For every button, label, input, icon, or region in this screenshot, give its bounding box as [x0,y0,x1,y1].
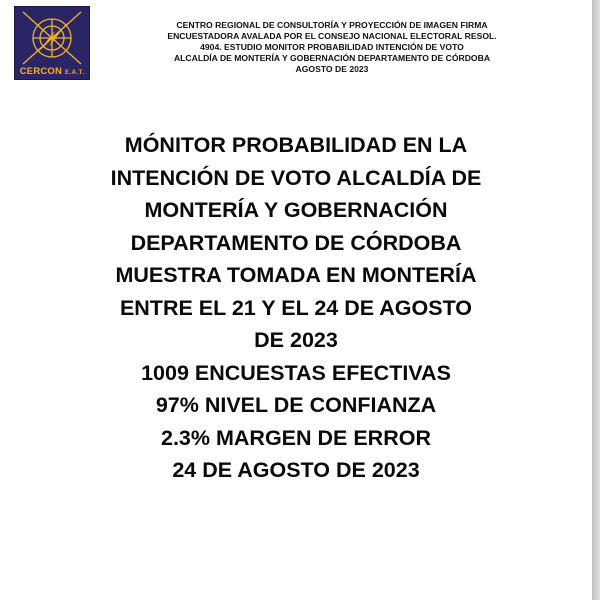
survey-count-line: 1009 ENCUESTAS EFECTIVAS [141,360,451,385]
header-text [112,20,552,75]
title-line: INTENCIÓN DE VOTO ALCALDÍA DE [110,165,482,190]
logo-suffix: E.A.T. [64,70,85,76]
cercon-logo [14,6,90,80]
header-line: 4904. ESTUDIO MONITOR PROBABILIDAD INTENCIÓN DE VOTO [200,42,464,52]
logo-wordmark [15,66,89,77]
title-line: DE 2023 [254,328,338,352]
title-line: DEPARTAMENTO DE CÓRDOBA [130,230,462,255]
main-title [40,129,552,487]
date-line: 24 DE AGOSTO DE 2023 [172,458,420,482]
confidence-level-line: 97% NIVEL DE CONFIANZA [155,393,437,417]
header-line: ENCUESTADORA AVALADA POR EL CONSEJO NACIONAL ELECTORAL RESOL. [167,31,497,41]
margin-of-error-line: 2.3% MARGEN DE ERROR [161,425,431,450]
title-line: ENTRE EL 21 Y EL 24 DE AGOSTO [119,295,473,320]
logo-brand: CERCON [19,66,63,77]
edge-strip [592,0,600,600]
header-line: ALCALDÍA DE MONTERÍA Y GOBERNACIÓN DEPARTAMENTO DE CÓRDOBA [173,53,491,63]
title-line: MÓNITOR PROBABILIDAD EN LA [124,133,468,157]
title-line: MONTERÍA Y GOBERNACIÓN [144,198,448,222]
header-line: CENTRO REGIONAL DE CONSULTORÍA Y PROYECCIÓN DE IMAGEN FIRMA [176,20,488,30]
header-line: AGOSTO DE 2023 [295,64,369,74]
title-line: MUESTRA TOMADA EN MONTERÍA [115,263,477,287]
